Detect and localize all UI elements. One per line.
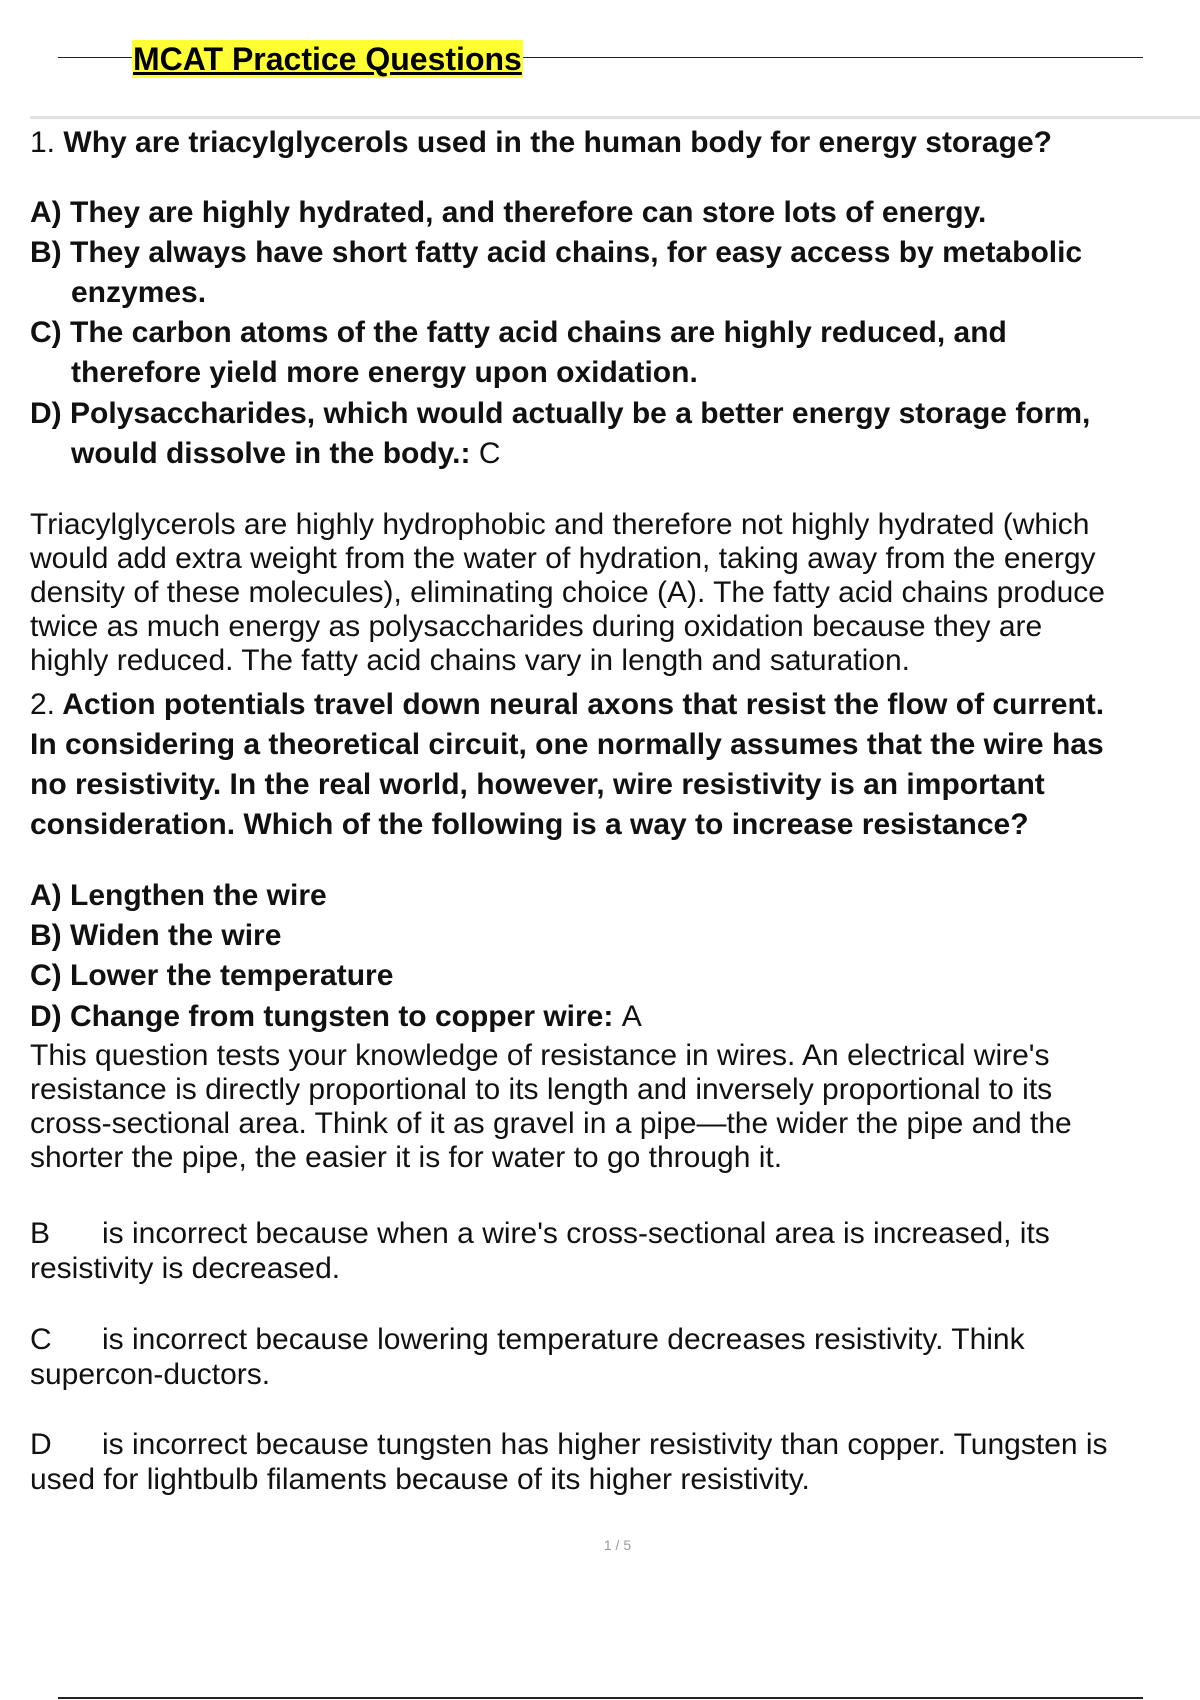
q1-option-b bbox=[30, 233, 1082, 273]
q2-incorrect-d bbox=[30, 1427, 1108, 1497]
question-2-line: no resistivity. In the real world, however, wire resistivity is an important bbox=[30, 768, 1045, 801]
bottom-rule bbox=[58, 1697, 1143, 1699]
q2-option-d bbox=[30, 997, 642, 1037]
explanation-line: shorter the pipe, the easier it is for water to go through it. bbox=[30, 1141, 783, 1174]
option-text: D) Change from tungsten to copper wire: bbox=[30, 1000, 614, 1033]
q2-option-c: C) Lower the temperature bbox=[30, 959, 394, 992]
incorrect-text: is incorrect because tungsten has higher resistivity than copper. Tungsten is bbox=[102, 1428, 1108, 1461]
question-2-line: In considering a theoretical circuit, one normally assumes that the wire has bbox=[30, 728, 1104, 761]
q2-incorrect-c bbox=[30, 1322, 1025, 1392]
incorrect-letter: B bbox=[30, 1217, 51, 1250]
explanation-line: density of these molecules), eliminating choice (A). The fatty acid chains produce bbox=[30, 576, 1105, 609]
option-text: They are highly hydrated, and therefore can store lots of energy. bbox=[70, 196, 987, 229]
incorrect-text: used for lightbulb filaments because of its higher resistivity. bbox=[30, 1463, 810, 1496]
option-letter: D) bbox=[30, 397, 62, 430]
divider bbox=[30, 116, 1200, 119]
option-text: Polysaccharides, which would actually be a better energy storage form, bbox=[70, 397, 1091, 430]
option-text: enzymes. bbox=[71, 276, 207, 309]
option-letter: B) bbox=[30, 236, 62, 269]
option-text: would dissolve in the body.: bbox=[71, 437, 471, 470]
incorrect-letter: D bbox=[30, 1428, 52, 1461]
explanation-line: twice as much energy as polysaccharides during oxidation because they are bbox=[30, 610, 1043, 643]
page-indicator: 1 / 5 bbox=[603, 1537, 632, 1553]
page-title: MCAT Practice Questions bbox=[133, 41, 522, 77]
option-text: They always have short fatty acid chains, for easy access by metabolic bbox=[70, 236, 1083, 269]
q1-option-b-cont bbox=[71, 273, 206, 313]
explanation-line: This question tests your knowledge of resistance in wires. An electrical wire's bbox=[30, 1039, 1050, 1072]
question-1-text: Why are triacylglycerols used in the human body for energy storage? bbox=[63, 126, 1052, 159]
q1-option-d-cont bbox=[71, 434, 500, 474]
title-row bbox=[58, 40, 1143, 80]
explanation-line: highly reduced. The fatty acid chains vary in length and saturation. bbox=[30, 644, 910, 677]
explanation-line: resistance is directly proportional to its length and inversely proportional to its bbox=[30, 1073, 1053, 1106]
option-text: therefore yield more energy upon oxidation. bbox=[71, 356, 698, 389]
option-letter: A) bbox=[30, 196, 62, 229]
option-text: The carbon atoms of the fatty acid chains are highly reduced, and bbox=[70, 316, 1007, 349]
question-1 bbox=[30, 123, 1052, 163]
title-rule-right bbox=[523, 57, 1143, 58]
q1-option-a bbox=[30, 193, 986, 233]
question-1-number: 1. bbox=[30, 126, 56, 159]
incorrect-text: is incorrect because lowering temperature decreases resistivity. Think bbox=[102, 1323, 1025, 1356]
incorrect-text: supercon-ductors. bbox=[30, 1358, 271, 1391]
explanation-line: Triacylglycerols are highly hydrophobic and therefore not highly hydrated (which bbox=[30, 508, 1090, 541]
question-2-number: 2. bbox=[30, 688, 56, 721]
incorrect-letter: C bbox=[30, 1323, 52, 1356]
q1-option-c-cont bbox=[71, 353, 698, 393]
q2-explanation bbox=[30, 1039, 1072, 1175]
incorrect-text: is incorrect because when a wire's cross-sectional area is increased, its bbox=[102, 1217, 1050, 1250]
title-rule-left bbox=[58, 57, 132, 58]
q2-option-a: A) Lengthen the wire bbox=[30, 879, 327, 912]
q2-incorrect-b bbox=[30, 1216, 1050, 1286]
question-2-text: Action potentials travel down neural axons that resist the flow of current. bbox=[62, 688, 1105, 721]
explanation-line: cross-sectional area. Think of it as gravel in a pipe—the wider the pipe and the bbox=[30, 1107, 1072, 1140]
explanation-line: would add extra weight from the water of hydration, taking away from the energy bbox=[30, 542, 1096, 575]
q1-option-d bbox=[30, 394, 1090, 434]
q2-option-b: B) Widen the wire bbox=[30, 919, 282, 952]
question-2-line: consideration. Which of the following is a way to increase resistance? bbox=[30, 808, 1029, 841]
q1-option-c bbox=[30, 313, 1007, 353]
q1-explanation bbox=[30, 508, 1105, 678]
q1-answer: C bbox=[478, 437, 501, 470]
incorrect-text: resistivity is decreased. bbox=[30, 1252, 341, 1285]
question-2 bbox=[30, 685, 1104, 725]
q2-answer: A bbox=[621, 1000, 642, 1033]
option-letter: C) bbox=[30, 316, 62, 349]
